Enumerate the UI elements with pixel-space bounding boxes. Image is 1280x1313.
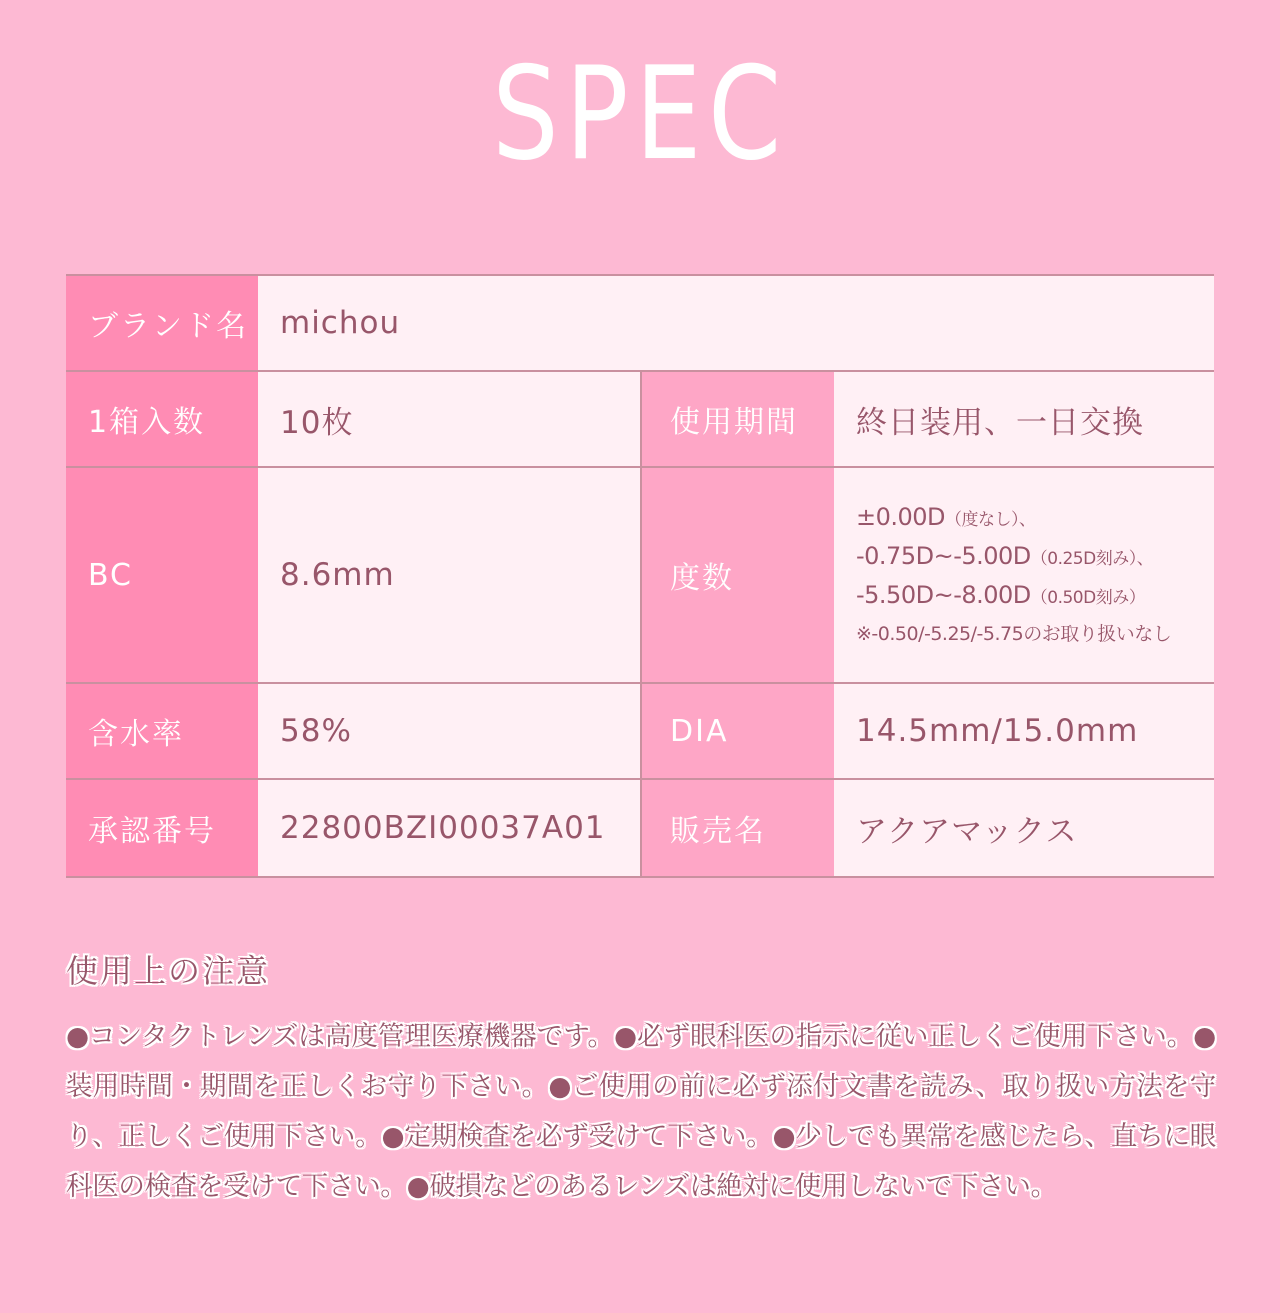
power-range-list <box>856 501 1171 650</box>
power-range-sub: （0.25D刻み）、 <box>1030 548 1154 569</box>
page-title: SPEC <box>492 40 788 189</box>
power-range-main: ±0.00D <box>856 502 946 531</box>
table-row-brand <box>66 276 1214 372</box>
note-item <box>407 1171 1057 1202</box>
note-text: 装用時間・期間を正しくお守り下さい。 <box>66 1071 549 1102</box>
bullet-icon: ● <box>614 1021 638 1052</box>
power-range-line <box>856 540 1171 575</box>
notes-heading: 使用上の注意 <box>66 952 271 990</box>
table-row-quantity-period <box>66 372 1214 468</box>
notes-body <box>66 1012 1216 1212</box>
value-usage-period: 終日装用、一日交換 <box>834 372 1214 466</box>
table-row-water-dia <box>66 684 1214 780</box>
label-bc: BC <box>66 468 258 682</box>
power-range-sub: （度なし）、 <box>945 509 1036 530</box>
value-sales-name: アクアマックス <box>834 780 1214 876</box>
power-range-line <box>856 579 1171 614</box>
label-usage-period: 使用期間 <box>642 372 834 466</box>
label-approval-number: 承認番号 <box>66 780 258 876</box>
bullet-icon: ● <box>66 1021 90 1052</box>
label-power: 度数 <box>642 468 834 682</box>
note-text: 破損などのあるレンズは絶対に使用しないで下さい。 <box>429 1171 1057 1202</box>
power-range-sub: （0.50D刻み） <box>1030 587 1146 608</box>
value-dia: 14.5mm/15.0mm <box>834 684 1214 778</box>
table-row-approval-sales <box>66 780 1214 876</box>
label-brand-name: ブランド名 <box>66 276 258 370</box>
note-item <box>66 1021 614 1052</box>
note-text: 少しでも異常を感じたら、直ちに眼科医の検査を受けて下さい。 <box>66 1121 1216 1202</box>
value-power <box>834 468 1214 682</box>
power-note: ※-0.50/-5.25/-5.75のお取り扱いなし <box>856 622 1172 645</box>
bullet-icon: ● <box>406 1171 430 1202</box>
label-sales-name: 販売名 <box>642 780 834 876</box>
value-approval-number: 22800BZI00037A01 <box>258 780 642 876</box>
bullet-icon: ● <box>548 1071 572 1102</box>
bullet-icon: ● <box>1193 1021 1216 1052</box>
note-item <box>382 1121 773 1152</box>
value-box-quantity: 10枚 <box>258 372 642 466</box>
power-range-main: -0.75D~-5.00D <box>856 541 1031 570</box>
power-range-line <box>856 501 1171 536</box>
label-box-quantity: 1箱入数 <box>66 372 258 466</box>
power-range-main: -5.50D~-8.00D <box>856 580 1031 609</box>
bullet-icon: ● <box>381 1121 405 1152</box>
label-water-content: 含水率 <box>66 684 258 778</box>
note-item <box>614 1021 1193 1052</box>
note-text: コンタクトレンズは高度管理医療機器です。 <box>89 1021 615 1052</box>
value-bc: 8.6mm <box>258 468 642 682</box>
value-water-content: 58% <box>258 684 642 778</box>
bullet-icon: ● <box>772 1121 796 1152</box>
note-text: 定期検査を必ず受けて下さい。 <box>404 1121 773 1152</box>
label-dia: DIA <box>642 684 834 778</box>
note-text: ご使用の前に必ず添付文書を読み、取り扱い方法を守り、正しくご使用下さい。 <box>66 1071 1217 1152</box>
value-brand-name: michou <box>258 276 1214 370</box>
note-text: 必ず眼科医の指示に従い正しくご使用下さい。 <box>637 1021 1194 1052</box>
spec-table <box>66 274 1214 878</box>
table-row-bc-power <box>66 468 1214 684</box>
